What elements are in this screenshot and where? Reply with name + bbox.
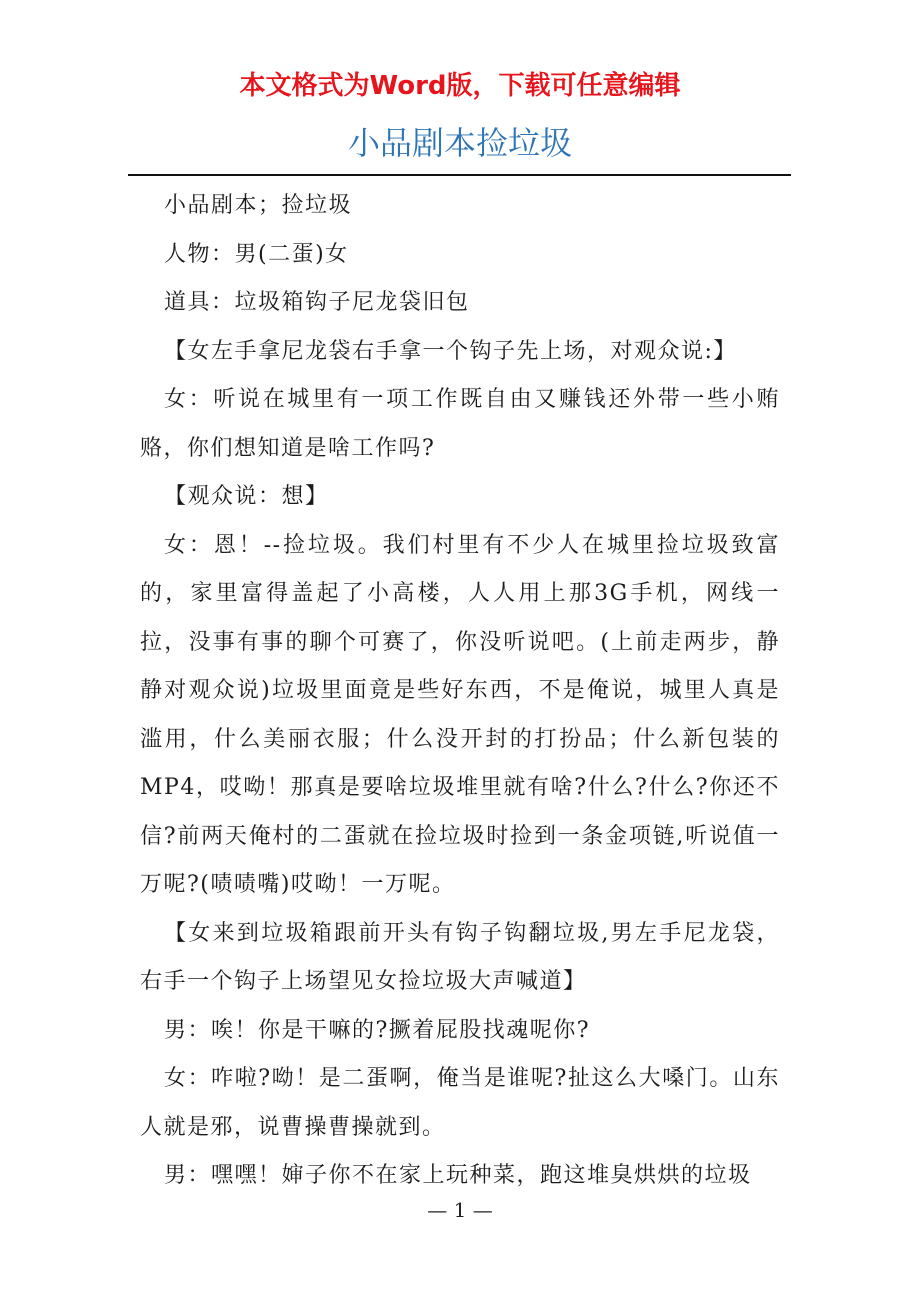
paragraph: 女：咋啦?呦！是二蛋啊，俺当是谁呢?扯这么大嗓门。山东人就是邪，说曹操曹操就到。 bbox=[140, 1066, 780, 1140]
paragraph: 【女左手拿尼龙袋右手拿一个钩子先上场，对观众说:】 bbox=[164, 338, 737, 364]
paragraph: 男：嘿嘿！婶子你不在家上玩种菜，跑这堆臭烘烘的垃圾 bbox=[164, 1163, 752, 1188]
paragraph: 小品剧本；捡垃圾 bbox=[164, 193, 353, 218]
paragraph: 人物：男(二蛋)女 bbox=[164, 241, 349, 267]
paragraph: 道具：垃圾箱钩子尼龙袋旧包 bbox=[164, 290, 470, 315]
title-divider bbox=[128, 174, 791, 176]
download-banner: 本文格式为Word版，下载可任意编辑 bbox=[239, 71, 681, 101]
document-body bbox=[140, 182, 780, 1201]
page-number: — 1 — bbox=[427, 1198, 493, 1222]
paragraph: 女：听说在城里有一项工作既自由又赚钱还外带一些小贿赂，你们想知道是啥工作吗? bbox=[140, 387, 780, 461]
document-title: 小品剧本捡垃圾 bbox=[347, 124, 572, 162]
paragraph: 【观众说：想】 bbox=[164, 484, 329, 509]
paragraph: 男：唉！你是干嘛的?撅着屁股找魂呢你? bbox=[164, 1017, 591, 1043]
paragraph: 女：恩！--捡垃圾。我们村里有不少人在城里捡垃圾致富的，家里富得盖起了小高楼，人人用上那3G手机，网线一拉，没事有事的聊个可赛了，你没听说吧。(上前走两步，静静对观众说)垃圾里面竟是些好东西，不是俺说，城里人真是滥用，什么美丽衣服；什么没开封的打扮品；什么新包装的MP4，哎呦！那真是要啥垃圾堆里就有啥?什么?什么?你还不信?前两天俺村的二蛋就在捡垃圾时捡到一条金项链,听说值一万呢?(啧啧嘴)哎呦！一万呢。 bbox=[140, 532, 780, 897]
paragraph: 【女来到垃圾箱跟前开头有钩子钩翻垃圾,男左手尼龙袋，右手一个钩子上场望见女捡垃圾大声喊道】 bbox=[140, 920, 780, 994]
